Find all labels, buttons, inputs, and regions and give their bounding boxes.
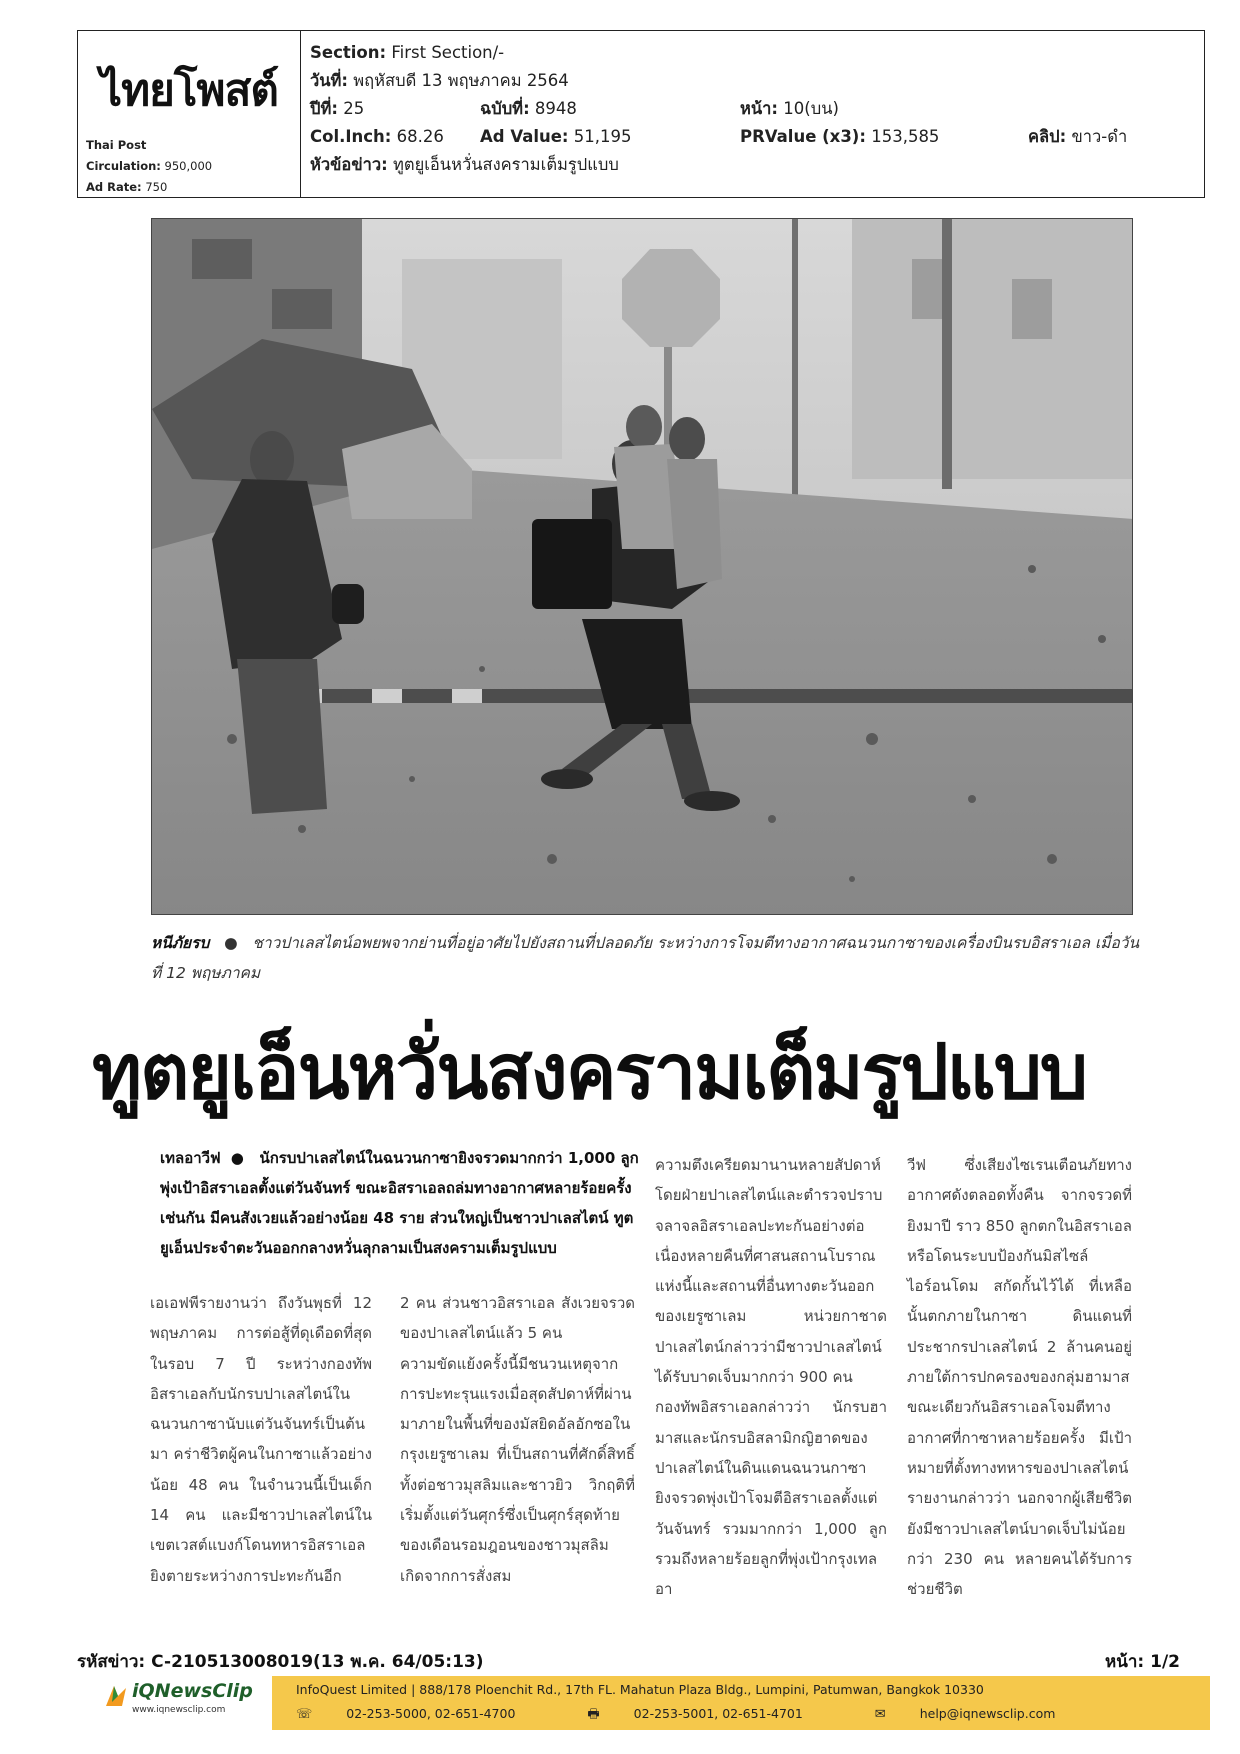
article-column-3: ความตึงเครียดมานานหลายสัปดาห์ โดยฝ่ายปาเลสไตน์และตำรวจปราบจลาจลอิสราเอลปะทะกันอย่างต่อเนื่องหลายคืนที่ศาสนสถานโบราณแห่งนี้และสถานที่อื่นทางตะวันออกของเยรูซาเลม หน่วยกาชาดปาเลสไตน์กล่าวว่ามีชาวปาเลสไตน์ได้รับบาดเจ็บมากกว่า 900 คน กองทัพอิสราเอลกล่าวว่า นักรบฮามาสและนักรบอิสลามิกญิฮาดของปาเลสไตน์ในดินแดนฉนวนกาซา ยิงจรวดพุ่งเป้าโจมตีอิสราเอลตั้งแต่วันจันทร์ รวมมากกว่า 1,000 ลูก รวมถึงหลายร้อยลูกที่พุ่งเป้ากรุงเทลอา [655, 1156, 887, 1599]
article-lead [160, 1143, 640, 1263]
news-photo [151, 218, 1133, 915]
topic-row: หัวข้อข่าว: ทูตยูเอ็นหวั่นสงครามเต็มรูปแบบ [310, 155, 619, 174]
issue-row: ปีที่: 25 ฉบับที่: 8948 หน้า: 10(บน) [310, 99, 839, 118]
value-row: Col.Inch: 68.26 Ad Value: 51,195 PRValue (x3): 153,585 คลิป: ขาว-ดำ [310, 127, 1128, 146]
dateline: เทลอาวีฟ [160, 1149, 221, 1167]
iqnewsclip-logo [102, 1678, 264, 1722]
section-row: Section: First Section/- [310, 43, 505, 62]
phone-icon: ☏ [296, 1707, 313, 1722]
brand-url: www.iqnewsclip.com [132, 1705, 226, 1715]
article-column-1: เอเอฟพีรายงานว่า ถึงวันพุธที่ 12 พฤษภาคม การต่อสู้ที่ดุเดือดที่สุดในรอบ 7 ปี ระหว่างกองทัพอิสราเอลกับนักรบปาเลสไตน์ในฉนวนกาซานับแต่วันจันทร์เป็นต้นมา คร่าชีวิตผู้คนในกาซาแล้วอย่างน้อย 48 คน ในจำนวนนี้เป็นเด็ก 14 คน และมีชาวปาเลสไตน์ในเขตเวสต์แบงก์โดนทหารอิสราเอลยิงตายระหว่างการปะทะกันอีก [150, 1294, 372, 1585]
email-item: ✉ help@iqnewsclip.com [874, 1706, 1056, 1722]
caption-bullet: ● [224, 934, 238, 952]
publication-box [78, 31, 301, 197]
lead-bullet: ● [230, 1149, 244, 1167]
phone-item: ☏ 02-253-5000, 02-651-4700 [296, 1706, 516, 1722]
footer-contact-bar [272, 1676, 1210, 1730]
page-number: หน้า: 1/2 [1105, 1652, 1180, 1672]
brand-name: iQNewsClip [132, 1680, 253, 1702]
ad-rate: Ad Rate: 750 [86, 180, 168, 194]
circulation: Circulation: 950,000 [86, 159, 213, 173]
caption-lead: หนีภัยรบ [151, 934, 210, 952]
headline: ทูตยูเอ็นหวั่นสงครามเต็มรูปแบบ [92, 1027, 1087, 1116]
brand-mark-icon [102, 1682, 130, 1710]
publication-name: Thai Post [86, 138, 147, 152]
contact-line [296, 1705, 1123, 1727]
caption-text: ชาวปาเลสไตน์อพยพจากย่านที่อยู่อาศัยไปยังสถานที่ปลอดภัย ระหว่างการโจมตีทางอากาศฉนวนกาซาของเครื่องบินรบอิสราเอล เมื่อวันที่ 12 พฤษภาคม [151, 934, 1140, 982]
photo-caption [151, 928, 1141, 988]
company-line: InfoQuest Limited | 888/178 Ploenchit Rd., 17th FL. Mahatun Plaza Bldg., Lumpini, Patumwan, Bangkok 10330 [296, 1682, 984, 1697]
email-icon: ✉ [874, 1707, 886, 1722]
clipping-header [77, 30, 1205, 198]
news-code: รหัสข่าว: C-210513008019(13 พ.ค. 64/05:13) [77, 1652, 484, 1672]
lead-text: นักรบปาเลสไตน์ในฉนวนกาซายิงจรวดมากกว่า 1,000 ลูกพุ่งเป้าอิสราเอลตั้งแต่วันจันทร์ ขณะอิสราเอลถล่มทางอากาศหลายร้อยครั้งเช่นกัน มีคนสังเวยแล้วอย่างน้อย 48 ราย ส่วนใหญ่เป็นชาวปาเลสไตน์ ทูตยูเอ็นประจำตะวันออกกลางหวั่นลุกลามเป็นสงครามเต็มรูปแบบ [160, 1149, 639, 1257]
publication-info [86, 135, 212, 198]
date-row: วันที่: พฤหัสบดี 13 พฤษภาคม 2564 [310, 71, 569, 90]
clip-metadata [310, 39, 1194, 179]
article-column-4: วีฟ ซึ่งเสียงไซเรนเตือนภัยทางอากาศดังตลอดทั้งคืน จากจรวดที่ยิงมาปี ราว 850 ลูกตกในอิสราเอล หรือโดนระบบป้องกันมิสไซล์ ไอร์อนโดม สกัดกั้นไว้ได้ ที่เหลือนั้นตกภายในกาซา ดินแดนที่ประชากรปาเลสไตน์ 2 ล้านคนอยู่ภายใต้การปกครองของกลุ่มฮามาส ขณะเดียวกันอิสราเอลโจมตีทางอากาศที่กาซาหลายร้อยครั้ง มีเป้าหมายที่ตั้งทางทหารของปาเลสไตน์ รายงานกล่าวว่า นอกจากผู้เสียชีวิต ยังมีชาวปาเลสไตน์บาดเจ็บไม่น้อยกว่า 230 คน หลายคนได้รับการช่วยชีวิต [907, 1156, 1132, 1599]
fax-icon: 🖶 [587, 1707, 600, 1722]
publication-logo: ไทยโพสต์ [100, 65, 278, 116]
fax-item: 🖶 02-253-5001, 02-651-4701 [587, 1706, 803, 1722]
article-column-2: 2 คน ส่วนชาวอิสราเอล สังเวยจรวดของปาเลสไตน์แล้ว 5 คน ความขัดแย้งครั้งนี้มีชนวนเหตุจากการปะทะรุนแรงเมื่อสุดสัปดาห์ที่ผ่านมาภายในพื้นที่ของมัสยิดอัลอักซอในกรุงเยรูซาเลม ที่เป็นสถานที่ศักดิ์สิทธิ์ทั้งต่อชาวมุสลิมและชาวยิว วิกฤติที่เริ่มตั้งแต่วันศุกร์ซึ่งเป็นศุกร์สุดท้ายของเดือนรอมฎอนของชาวมุสลิม เกิดจากการสั่งสม [400, 1294, 635, 1585]
